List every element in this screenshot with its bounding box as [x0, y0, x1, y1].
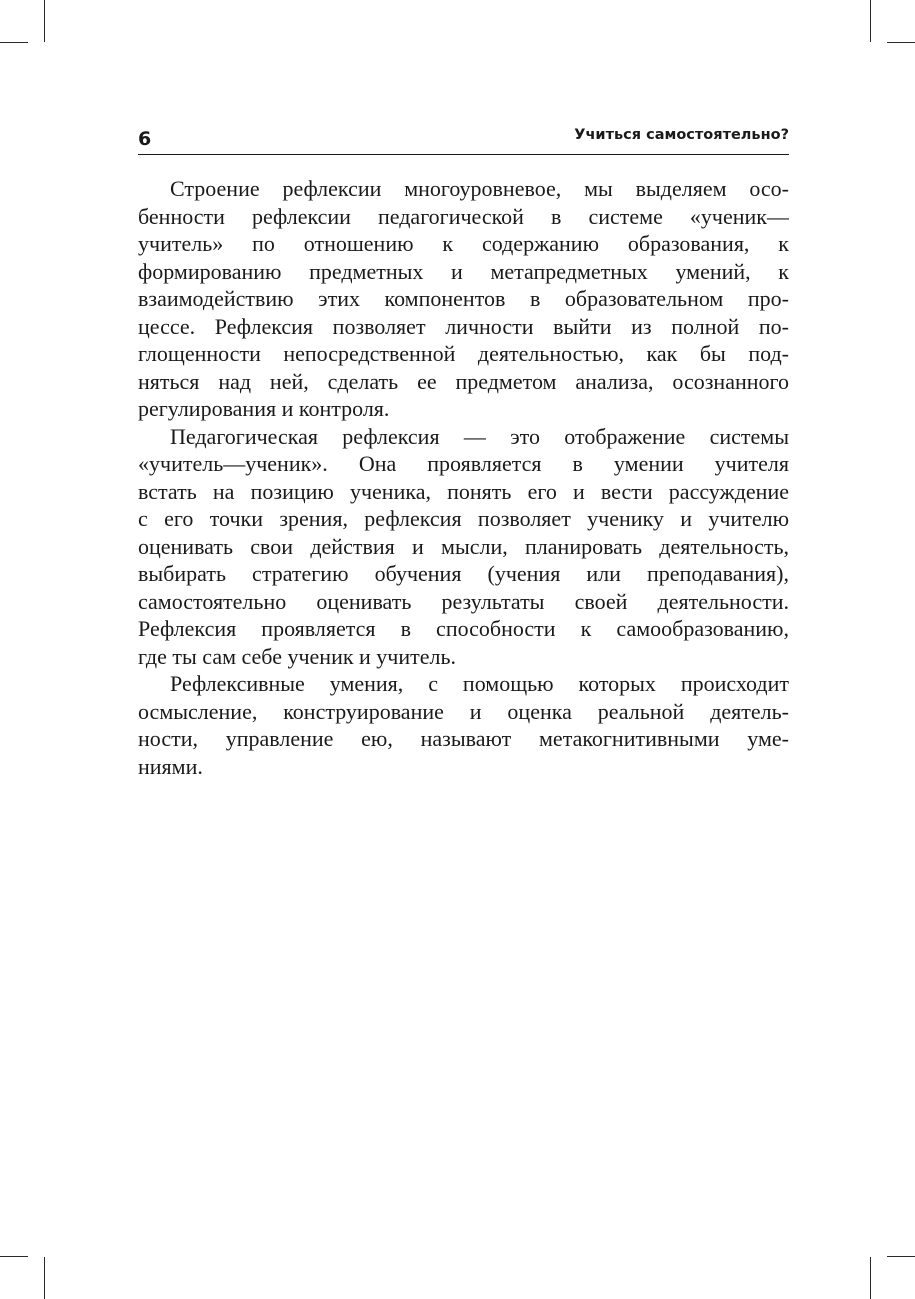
text-line: глощенности непосредственной деятельностью, как бы под-	[138, 341, 789, 366]
text-line: встать на позицию ученика, понять его и вести рассуждение	[138, 478, 789, 504]
text-line: оценивать свои действия и мысли, планировать деятельность,	[138, 533, 789, 559]
text-line: где ты сам себе ученик и учитель.	[138, 643, 457, 669]
text-line: «учитель—ученик». Она проявляется в умении учителя	[138, 451, 789, 476]
text-line: формированию предметных и метапредметных умений, к	[138, 258, 789, 284]
crop-mark-bottom-left	[44, 1257, 45, 1299]
crop-mark-top-left	[0, 42, 28, 43]
text-line: осмысление, конструирование и оценка реальной деятель-	[138, 698, 789, 724]
text-line: Педагогическая рефлексия — это отображение системы	[170, 423, 789, 449]
text-line: бенности рефлексии педагогической в системе «ученик—	[138, 203, 789, 229]
paragraph	[138, 423, 789, 671]
text-line: ниями.	[138, 753, 203, 779]
crop-mark-top-left	[44, 0, 45, 42]
text-line: с его точки зрения, рефлексия позволяет ученику и учителю	[138, 506, 789, 531]
page-header	[138, 124, 789, 155]
text-line: взаимодействию этих компонентов в образовательном про-	[138, 286, 789, 311]
text-line: выбирать стратегию обучения (учения или преподавания),	[138, 561, 789, 586]
crop-mark-bottom-right	[887, 1256, 915, 1257]
text-line: Строение рефлексии многоуровневое, мы выделяем осо-	[170, 176, 789, 201]
running-head: Учиться самостоятельно?	[574, 127, 789, 143]
paragraph	[138, 175, 789, 423]
text-line: ности, управление ею, называют метакогнитивными уме-	[138, 726, 789, 751]
page-number: 6	[138, 128, 152, 150]
crop-mark-top-right	[887, 42, 915, 43]
paragraph	[138, 670, 789, 780]
text-line: цессе. Рефлексия позволяет личности выйти из полной по-	[138, 313, 789, 339]
crop-mark-bottom-right	[870, 1257, 871, 1299]
text-line: регулирования и контроля.	[138, 396, 390, 421]
crop-mark-bottom-left	[0, 1256, 28, 1257]
text-line: Рефлексивные умения, с помощью которых происходит	[170, 671, 789, 696]
text-line: Рефлексия проявляется в способности к самообразованию,	[138, 616, 789, 641]
text-line: учитель» по отношению к содержанию образования, к	[138, 231, 789, 256]
body-text	[138, 175, 789, 780]
text-line: няться над ней, сделать ее предметом анализа, осознанного	[138, 368, 789, 394]
text-line: самостоятельно оценивать результаты своей деятельности.	[138, 588, 789, 614]
crop-mark-top-right	[870, 0, 871, 42]
